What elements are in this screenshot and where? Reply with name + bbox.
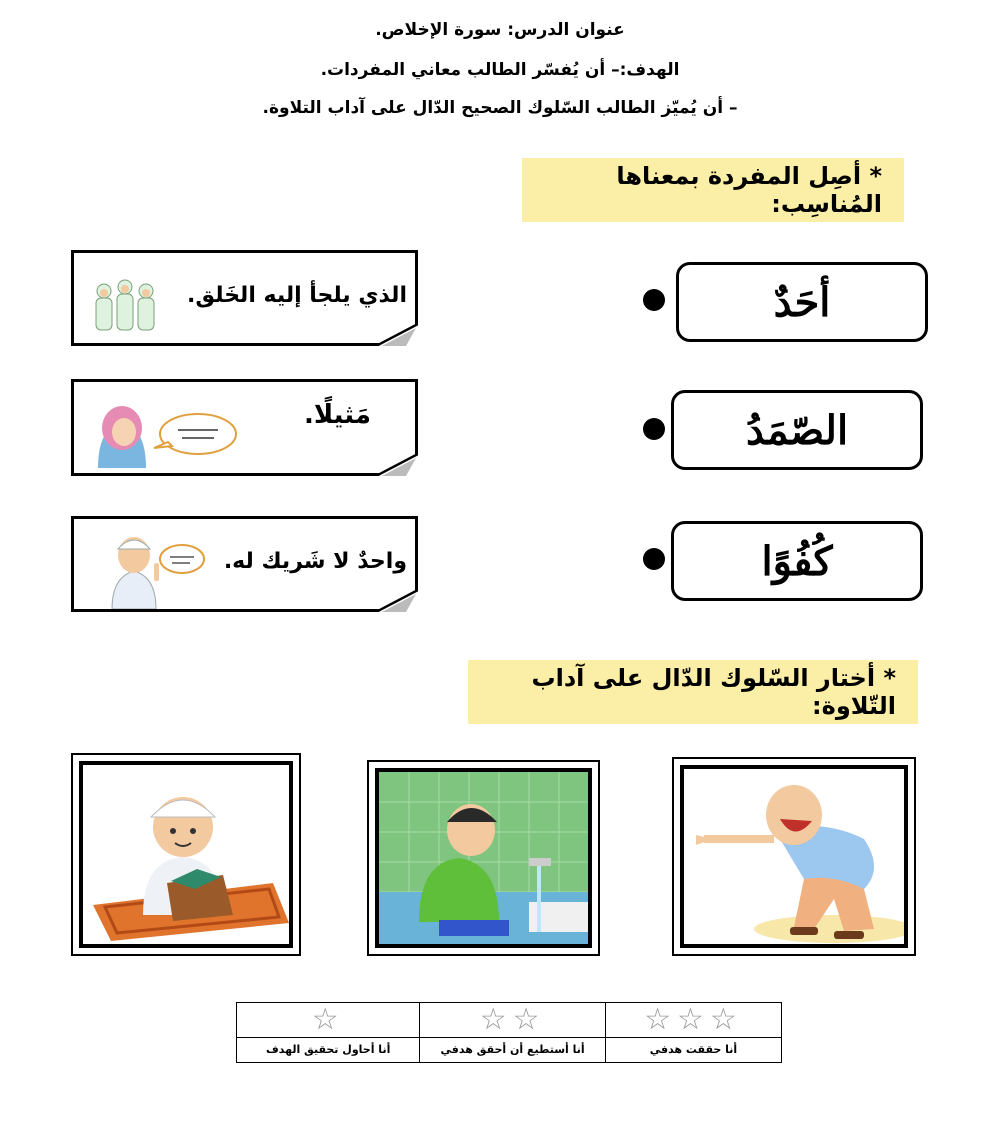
rating-label: أنا أحاول تحقيق الهدف (265, 1043, 391, 1056)
page-curl-icon (376, 324, 418, 346)
meaning-card-3[interactable] (71, 516, 418, 612)
rating-label-cell-2 (420, 1038, 606, 1063)
lesson-goal-1: الهدف:– أن يُفسّر الطالب معاني المفردات. (320, 60, 680, 80)
page-curl-icon (376, 454, 418, 476)
task2-heading-text: * أختار السّلوك الدّال على آداب التّلاوة: (531, 664, 896, 720)
star-icon: ☆☆☆ (644, 1002, 743, 1037)
rating-cell-1-star[interactable] (237, 1003, 420, 1038)
man-laughing-pointing-icon (684, 769, 908, 948)
rating-label: أنا أستطيع أن أحقق هدفي (440, 1043, 585, 1056)
rating-label: أنا حققت هدفي (649, 1043, 738, 1056)
meaning-text-1: الذي يلجأ إليه الخَلق. (187, 283, 407, 308)
word-samad: الصّمَدُ (745, 406, 849, 454)
choice-image-washing-hands[interactable] (367, 760, 600, 956)
choice-image-reading-quran[interactable] (71, 753, 301, 956)
rating-label-cell-1 (605, 1038, 781, 1063)
rating-cell-3-stars[interactable] (605, 1003, 781, 1038)
boy-reading-quran-icon (83, 765, 293, 948)
star-icon: ☆ (311, 1002, 345, 1037)
people-praying-icon (90, 273, 160, 335)
match-dot-1[interactable] (643, 289, 665, 311)
lesson-goal-2: – أن يُميّز الطالب السّلوك الصحيح الدّال على آداب التلاوة. (262, 98, 738, 118)
meaning-card-1[interactable] (71, 250, 418, 346)
rating-label-cell-3 (237, 1038, 420, 1063)
lesson-title: عنوان الدرس: سورة الإخلاص. (375, 20, 625, 40)
match-dot-2[interactable] (643, 418, 665, 440)
word-box-samad[interactable] (671, 390, 923, 470)
boy-washing-hands-icon (379, 772, 592, 948)
word-box-kufuwan[interactable] (671, 521, 923, 601)
meaning-card-2[interactable] (71, 379, 418, 476)
boy-pointing-up-icon (98, 529, 208, 609)
rating-cell-2-stars[interactable] (420, 1003, 606, 1038)
word-kufuwan: كُفُوًا (761, 537, 833, 585)
task1-heading-text: * أصِل المفردة بمعناها المُناسِب: (616, 162, 882, 218)
meaning-text-2: مَثيلًا. (304, 400, 371, 430)
self-assessment-table (236, 1002, 782, 1063)
task1-heading (522, 158, 904, 222)
word-ahad: أحَدٌ (773, 278, 831, 326)
task2-heading (468, 660, 918, 724)
page-curl-icon (376, 590, 418, 612)
star-icon: ☆☆ (479, 1002, 546, 1037)
choice-image-laughing-man[interactable] (672, 757, 916, 956)
meaning-text-3: واحدٌ لا شَريك له. (223, 549, 407, 574)
match-dot-3[interactable] (643, 548, 665, 570)
girl-speaking-icon (88, 398, 248, 470)
word-box-ahad[interactable] (676, 262, 928, 342)
